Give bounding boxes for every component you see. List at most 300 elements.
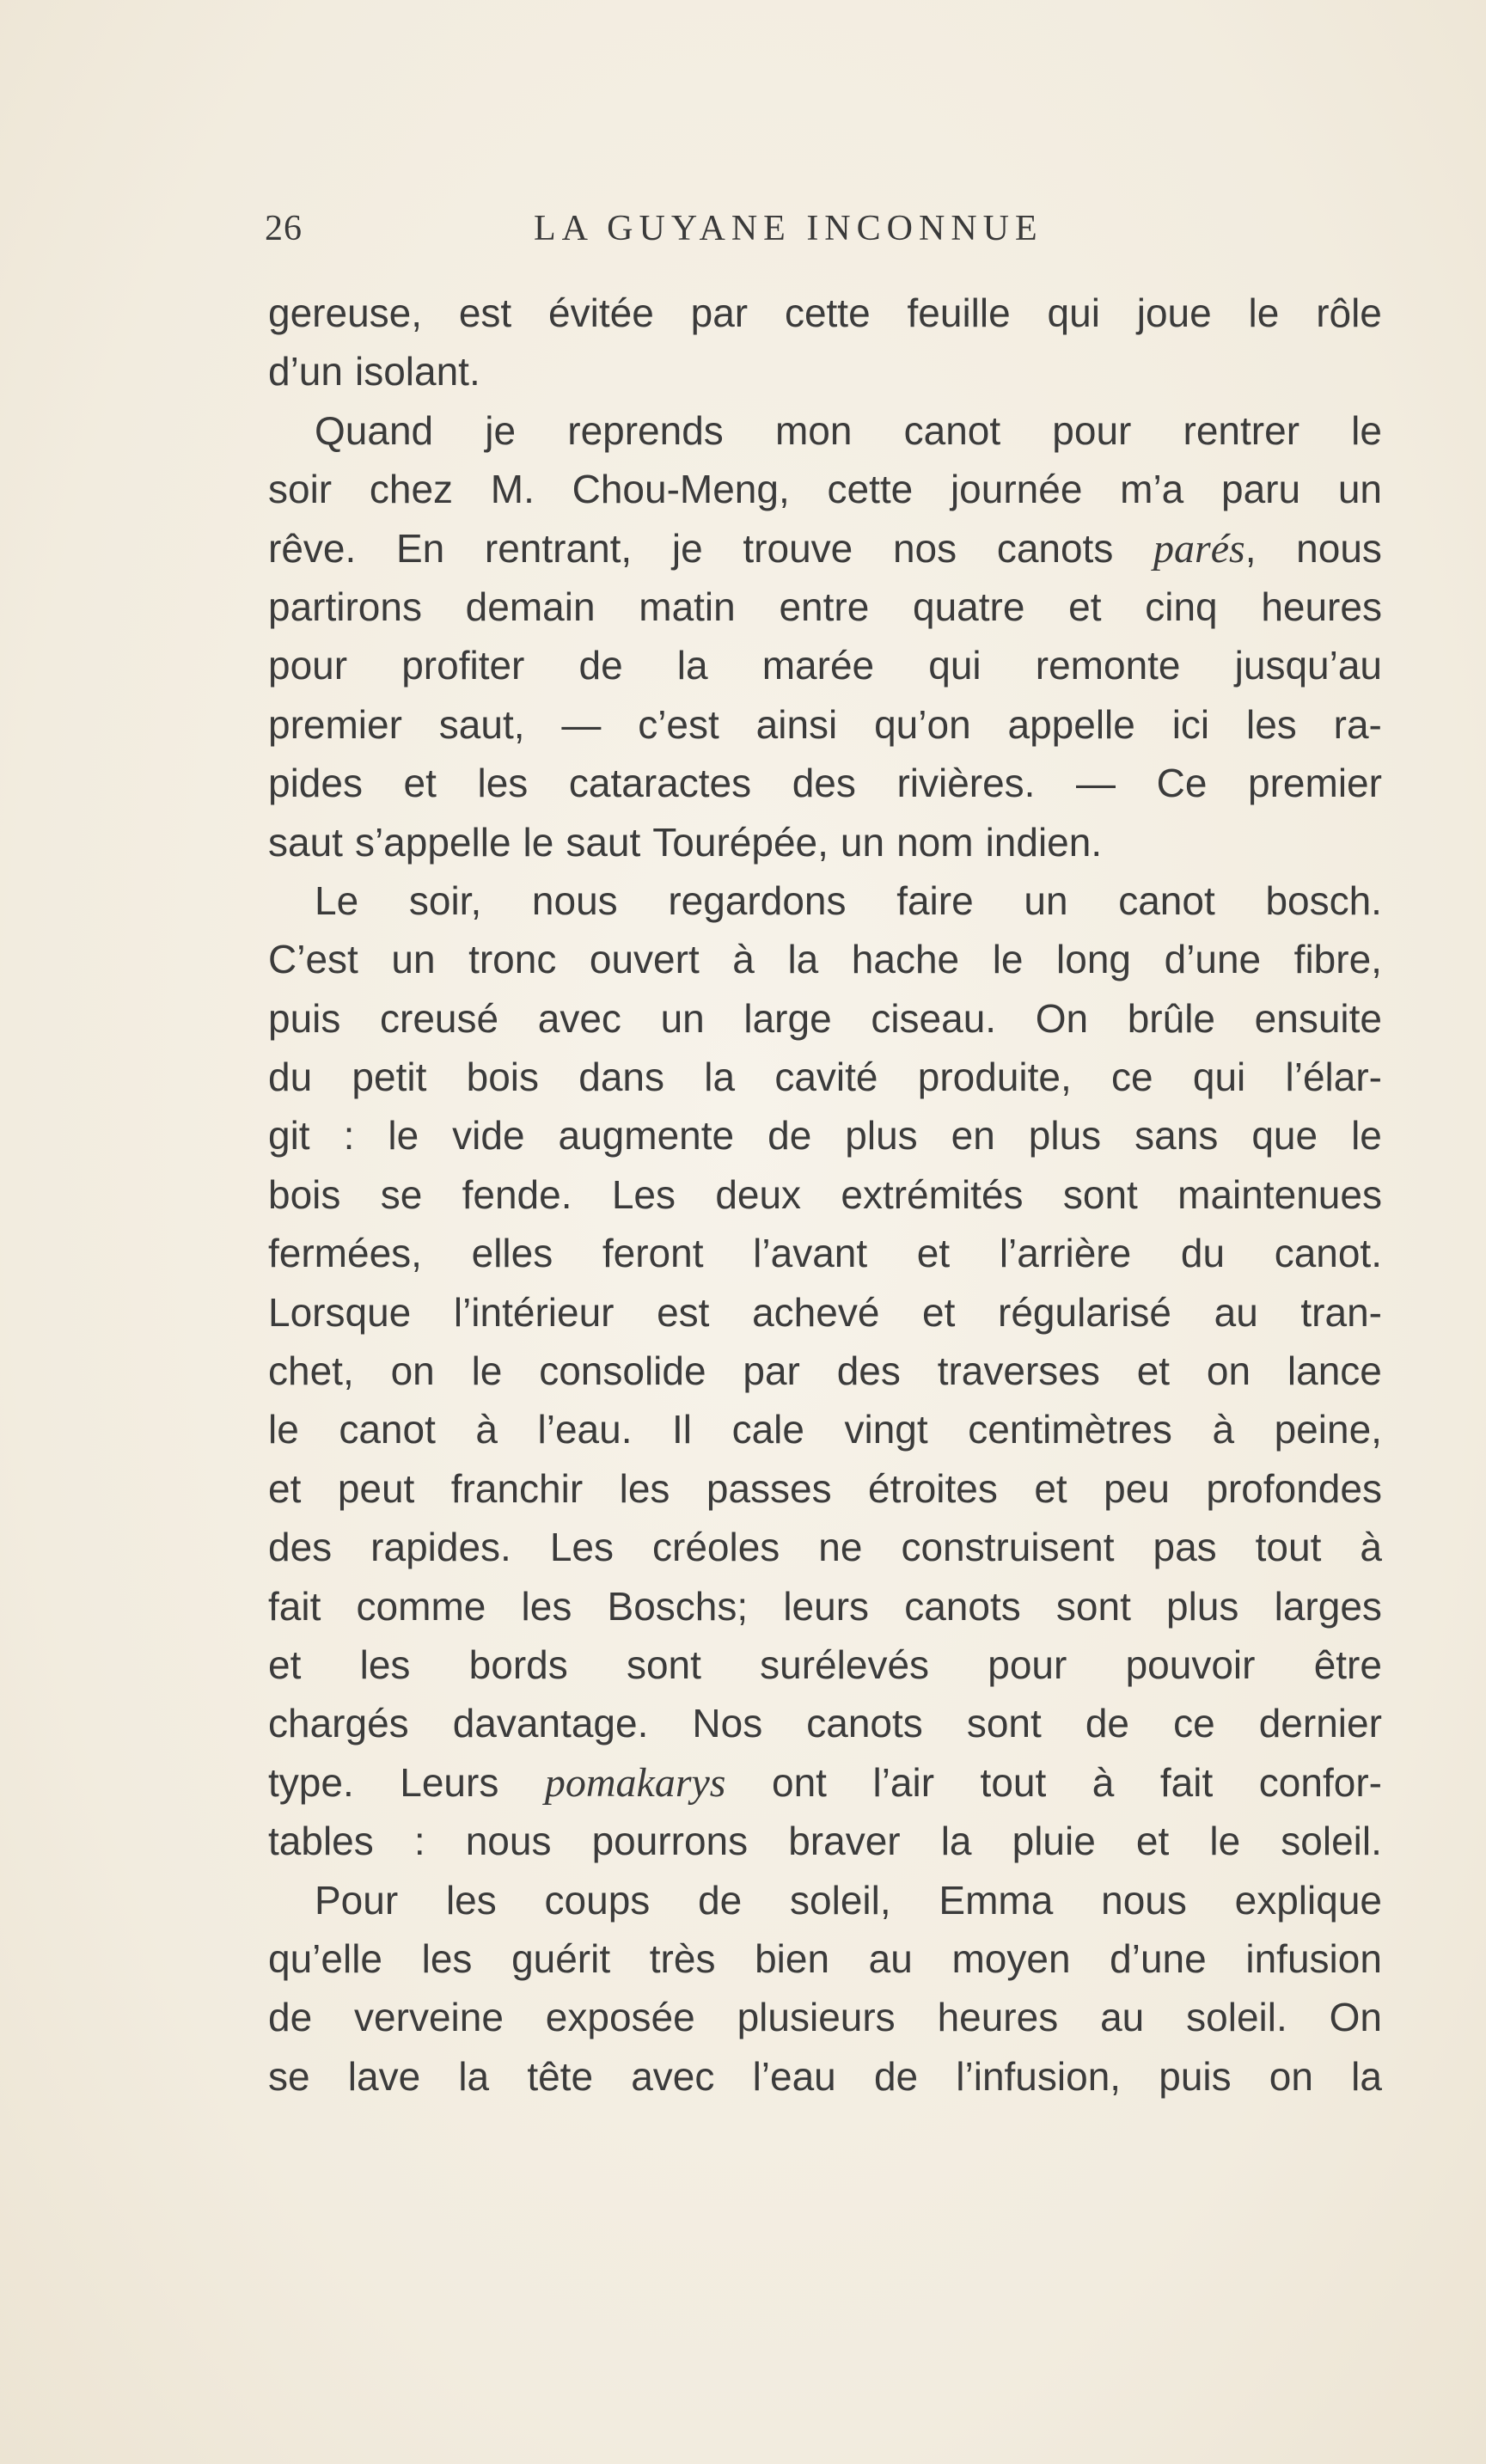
word: marée — [761, 643, 875, 688]
word: de — [873, 2053, 919, 2099]
word: Boschs; — [607, 1583, 749, 1629]
word: le — [1248, 290, 1280, 335]
word: puis — [1159, 2053, 1232, 2099]
word: les — [445, 1877, 497, 1923]
word: : — [343, 1113, 355, 1159]
word: — — [561, 701, 602, 747]
word: les — [477, 761, 529, 806]
word: et — [268, 1465, 302, 1511]
word: m’a — [1120, 467, 1184, 512]
text-line — [268, 1694, 1382, 1752]
word: On — [1035, 995, 1089, 1041]
text-line — [268, 2047, 1382, 2106]
word: traverses — [937, 1348, 1100, 1394]
word: la — [787, 937, 819, 982]
word: de — [268, 1995, 313, 2040]
page-number: 26 — [265, 209, 303, 248]
word: pour — [988, 1642, 1067, 1687]
word: ce — [1173, 1701, 1215, 1746]
word: pomakarys — [544, 1759, 726, 1806]
word: le — [1209, 1819, 1241, 1864]
word: des — [836, 1348, 901, 1394]
word: du — [268, 1055, 313, 1100]
word: pas — [1153, 1525, 1217, 1570]
word: par — [690, 290, 749, 335]
word: ciseau. — [871, 995, 997, 1041]
text-line — [268, 1812, 1382, 1870]
word: d’une — [1110, 1935, 1207, 1981]
word: pluie — [1012, 1819, 1096, 1864]
word: gereuse, — [268, 290, 423, 335]
word: des — [268, 1525, 333, 1570]
word: rôle — [1316, 290, 1382, 335]
word: ont — [772, 1759, 827, 1805]
word: coups — [544, 1877, 651, 1923]
word: les — [521, 1583, 572, 1629]
word: C’est — [268, 937, 358, 982]
word: Les — [611, 1171, 676, 1217]
word: je — [485, 407, 517, 453]
text-line — [268, 930, 1382, 988]
text-line — [268, 636, 1382, 694]
word: rivières. — [896, 761, 1036, 806]
word: cale — [731, 1407, 804, 1452]
word: Les — [549, 1525, 614, 1570]
word: ce — [1111, 1055, 1153, 1100]
word: se — [380, 1171, 423, 1217]
word: les — [421, 1935, 473, 1981]
word: dans — [578, 1055, 665, 1100]
word: git — [268, 1113, 310, 1159]
word: petit — [352, 1055, 427, 1100]
word: l’élar- — [1285, 1055, 1382, 1100]
word: avec — [631, 2053, 715, 2099]
word: demain — [465, 584, 596, 629]
word: le — [992, 937, 1024, 982]
word: de — [767, 1113, 812, 1159]
word: nous — [531, 877, 618, 923]
word: peu — [1104, 1465, 1170, 1511]
word: quatre — [913, 584, 1025, 629]
word: bois — [268, 1171, 341, 1217]
word: plus — [845, 1113, 918, 1159]
word: rapides. — [370, 1525, 511, 1570]
word: bosch. — [1265, 877, 1382, 923]
word: cavité — [774, 1055, 878, 1100]
text-line — [268, 1165, 1382, 1224]
word: chez — [369, 467, 454, 512]
word: dernier — [1258, 1701, 1382, 1746]
word: en — [951, 1113, 995, 1159]
word: le — [1351, 407, 1382, 453]
word: hache — [851, 937, 960, 982]
word: vingt — [844, 1407, 928, 1452]
word: soir — [268, 467, 333, 512]
running-title: LA GUYANE INCONNUE — [534, 209, 1043, 248]
word: journée — [950, 467, 1083, 512]
word: au — [1100, 1995, 1145, 2040]
word: comme — [356, 1583, 486, 1629]
word: explique — [1234, 1877, 1382, 1923]
word: pouvoir — [1125, 1642, 1256, 1687]
text-line — [268, 460, 1382, 518]
word: l’air — [872, 1759, 935, 1805]
word: que — [1251, 1113, 1318, 1159]
word: avec — [537, 995, 621, 1041]
word: plus — [1166, 1583, 1239, 1629]
word: à — [1212, 1407, 1235, 1452]
word: la — [458, 2053, 490, 2099]
word: qu’on — [874, 701, 971, 747]
word: Pour — [315, 1877, 399, 1923]
word: cette — [784, 290, 871, 335]
word: bords — [468, 1642, 568, 1687]
word: au — [868, 1935, 913, 1981]
word: joue — [1136, 290, 1212, 335]
word: s’appelle — [354, 819, 511, 865]
word: soleil. — [1281, 1819, 1382, 1864]
word: guérit — [511, 1935, 611, 1981]
word: tout — [1255, 1525, 1322, 1570]
word: fermées, — [268, 1231, 422, 1276]
word: ouvert — [589, 937, 700, 982]
word: se — [268, 2053, 310, 2099]
word: soir, — [408, 877, 482, 923]
word: canot — [1118, 877, 1215, 923]
word: le — [1351, 1113, 1382, 1159]
word: d’une — [1164, 937, 1262, 982]
word: Ce — [1156, 761, 1208, 806]
word: faire — [896, 877, 974, 923]
word: et — [922, 1289, 956, 1335]
word: M. — [490, 467, 535, 512]
word: la — [1351, 2053, 1382, 2099]
word: achevé — [752, 1289, 880, 1335]
word: extrémités — [841, 1171, 1024, 1217]
word: Lorsque — [268, 1289, 412, 1335]
word: vide — [452, 1113, 525, 1159]
word: infusion — [1245, 1935, 1382, 1981]
word: pides — [268, 761, 363, 806]
word: d’un — [268, 349, 343, 394]
word: un — [660, 995, 705, 1041]
word: tronc — [468, 937, 557, 982]
word: ensuite — [1254, 995, 1382, 1041]
word: braver — [788, 1819, 901, 1864]
word: isolant. — [354, 349, 480, 394]
word: moyen — [951, 1935, 1071, 1981]
word: cataractes — [568, 761, 752, 806]
word: peut — [337, 1465, 415, 1511]
word: à — [1360, 1525, 1382, 1570]
text-line — [268, 1342, 1382, 1400]
word: très — [649, 1935, 716, 1981]
text-line — [268, 871, 1382, 930]
word: surélevés — [760, 1642, 930, 1687]
body-text — [268, 284, 1382, 2106]
word: cinq — [1145, 584, 1218, 629]
text-line — [268, 578, 1382, 636]
word: appelle — [1007, 701, 1135, 747]
word: ainsi — [755, 701, 838, 747]
word: deux — [715, 1171, 802, 1217]
word: large — [743, 995, 832, 1041]
word: tête — [527, 2053, 594, 2099]
word: pour — [1052, 407, 1132, 453]
word: mon — [774, 407, 853, 453]
word: elles — [471, 1231, 553, 1276]
text-line — [268, 695, 1382, 754]
word: tout — [980, 1759, 1047, 1805]
word: Quand — [315, 407, 434, 453]
word: parés, — [1153, 525, 1257, 572]
word: brûle — [1127, 995, 1216, 1041]
word: l’eau — [752, 2053, 836, 2099]
word: produite, — [917, 1055, 1072, 1100]
word: saut — [268, 819, 343, 865]
word: Emma — [939, 1877, 1054, 1923]
word: indien. — [985, 819, 1103, 865]
word: je — [671, 525, 703, 571]
text-line — [268, 754, 1382, 812]
word: canot — [339, 1407, 436, 1452]
word: l’arrière — [999, 1231, 1132, 1276]
text-line — [268, 1929, 1382, 1988]
word: les — [1246, 701, 1297, 747]
word: à — [1092, 1759, 1115, 1805]
word: de — [578, 643, 623, 688]
word: sont — [1055, 1583, 1131, 1629]
word: nous — [465, 1819, 552, 1864]
word: on — [390, 1348, 435, 1394]
word: remonte — [1035, 643, 1181, 688]
word: pour — [268, 643, 348, 688]
word: entre — [779, 584, 870, 629]
word: Leurs — [400, 1759, 499, 1805]
word: canot. — [1274, 1231, 1382, 1276]
word: verveine — [354, 1995, 504, 2040]
word: sont — [1062, 1171, 1138, 1217]
word: le — [388, 1113, 419, 1159]
word: profiter — [401, 643, 525, 688]
word: passes — [706, 1465, 832, 1511]
word: saut — [566, 819, 641, 865]
word: rentrant, — [484, 525, 633, 571]
word: ici — [1171, 701, 1210, 747]
word: qui — [928, 643, 981, 688]
word: centimètres — [968, 1407, 1172, 1452]
word: En — [395, 525, 445, 571]
text-line — [268, 1636, 1382, 1694]
word: la — [940, 1819, 972, 1864]
word: canots — [806, 1701, 923, 1746]
word: la — [676, 643, 708, 688]
word: lave — [347, 2053, 421, 2099]
word: tran- — [1300, 1289, 1382, 1335]
word: feront — [602, 1231, 704, 1276]
word: fende. — [462, 1171, 572, 1217]
word: les — [619, 1465, 670, 1511]
word: l’avant — [753, 1231, 868, 1276]
word: bois — [466, 1055, 540, 1100]
word: et — [1068, 584, 1102, 629]
text-line — [268, 342, 1382, 400]
word: construisent — [901, 1525, 1115, 1570]
word: pourrons — [591, 1819, 749, 1864]
text-line — [268, 1459, 1382, 1518]
text-line — [268, 813, 1382, 871]
word: évitée — [548, 290, 654, 335]
word: exposée — [545, 1995, 695, 2040]
word: un — [391, 937, 436, 982]
word: soleil. — [1186, 1995, 1287, 2040]
word: régularisé — [998, 1289, 1172, 1335]
word: sont — [966, 1701, 1042, 1746]
word: augmente — [558, 1113, 735, 1159]
word: canots — [904, 1583, 1021, 1629]
text-line — [268, 1871, 1382, 1929]
text-line — [268, 1048, 1382, 1106]
word: nous — [1296, 525, 1382, 571]
word: leurs — [783, 1583, 870, 1629]
word: l’eau. — [537, 1407, 633, 1452]
word: sans — [1134, 1113, 1219, 1159]
word: nous — [1101, 1877, 1187, 1923]
word: consolide — [539, 1348, 706, 1394]
word: à — [732, 937, 755, 982]
word: long — [1056, 937, 1132, 982]
word: nom — [896, 819, 974, 865]
word: soleil, — [790, 1877, 891, 1923]
word: franchir — [450, 1465, 584, 1511]
word: davantage. — [452, 1701, 649, 1746]
text-line — [268, 1400, 1382, 1458]
text-line — [268, 1106, 1382, 1165]
word: On — [1329, 1995, 1382, 2040]
word: partirons — [268, 584, 422, 629]
text-line — [268, 519, 1382, 578]
word: heures — [937, 1995, 1059, 2040]
word: profondes — [1206, 1465, 1382, 1511]
word: tables — [268, 1819, 374, 1864]
text-line — [268, 1283, 1382, 1342]
word: Nos — [692, 1701, 763, 1746]
word: le — [471, 1348, 503, 1394]
word: chargés — [268, 1701, 409, 1746]
word: l’intérieur — [453, 1289, 615, 1335]
word: étroites — [868, 1465, 998, 1511]
word: confor- — [1258, 1759, 1382, 1805]
word: matin — [639, 584, 736, 629]
word: est — [657, 1289, 710, 1335]
word: et — [1135, 1819, 1170, 1864]
word: nos — [892, 525, 957, 571]
word: fait — [1159, 1759, 1214, 1805]
text-line — [268, 1518, 1382, 1576]
word: et — [1034, 1465, 1067, 1511]
word: canot — [903, 407, 1001, 453]
text-line — [268, 1224, 1382, 1282]
word: heures — [1261, 584, 1382, 629]
text-line — [268, 1577, 1382, 1636]
word: Il — [672, 1407, 693, 1452]
word: c’est — [638, 701, 719, 747]
word: Tourépée, — [652, 819, 829, 865]
word: de — [698, 1877, 743, 1923]
word: de — [1085, 1701, 1130, 1746]
word: premier — [1248, 761, 1382, 806]
word: créoles — [652, 1525, 780, 1570]
word: jusqu’au — [1234, 643, 1382, 688]
word: est — [458, 290, 512, 335]
word: fait — [268, 1583, 321, 1629]
word: puis — [268, 995, 341, 1041]
word: rêve. — [268, 525, 357, 571]
word: larges — [1274, 1583, 1382, 1629]
text-line — [268, 1988, 1382, 2046]
word: ra- — [1333, 701, 1382, 747]
word: un — [840, 819, 885, 865]
word: être — [1313, 1642, 1382, 1687]
word: des — [792, 761, 856, 806]
word: creusé — [380, 995, 499, 1041]
word: un — [1337, 467, 1382, 512]
text-line — [268, 401, 1382, 460]
word: qu’elle — [268, 1935, 382, 1981]
word: le — [523, 819, 554, 865]
word: et — [403, 761, 437, 806]
word: qui — [1047, 290, 1100, 335]
text-line — [268, 1753, 1382, 1812]
word: reprends — [567, 407, 724, 453]
word: sont — [626, 1642, 701, 1687]
word: plus — [1028, 1113, 1102, 1159]
word: paru — [1221, 467, 1301, 512]
word: l’infusion, — [956, 2053, 1122, 2099]
word: et — [268, 1642, 302, 1687]
text-line — [268, 989, 1382, 1048]
word: à — [475, 1407, 498, 1452]
word: au — [1214, 1289, 1258, 1335]
word: regardons — [668, 877, 847, 923]
word: saut, — [438, 701, 525, 747]
word: cette — [827, 467, 914, 512]
word: : — [413, 1819, 425, 1864]
word: chet, — [268, 1348, 354, 1394]
word: on — [1206, 1348, 1251, 1394]
word: du — [1180, 1231, 1226, 1276]
word: premier — [268, 701, 402, 747]
word: par — [743, 1348, 800, 1394]
word: la — [704, 1055, 736, 1100]
word: Le — [315, 877, 359, 923]
word: un — [1024, 877, 1068, 923]
word: — — [1076, 761, 1116, 806]
word: et — [916, 1231, 951, 1276]
word: lance — [1287, 1348, 1382, 1394]
word: on — [1269, 2053, 1313, 2099]
word: ne — [818, 1525, 863, 1570]
word: fibre, — [1293, 937, 1382, 982]
word: bien — [755, 1935, 830, 1981]
word: peine, — [1274, 1407, 1382, 1452]
word: type. — [268, 1759, 354, 1805]
page-header — [265, 208, 1382, 260]
text-line — [268, 284, 1382, 342]
word: trouve — [743, 525, 853, 571]
word: canots — [996, 525, 1114, 571]
word: Chou-Meng, — [572, 467, 790, 512]
